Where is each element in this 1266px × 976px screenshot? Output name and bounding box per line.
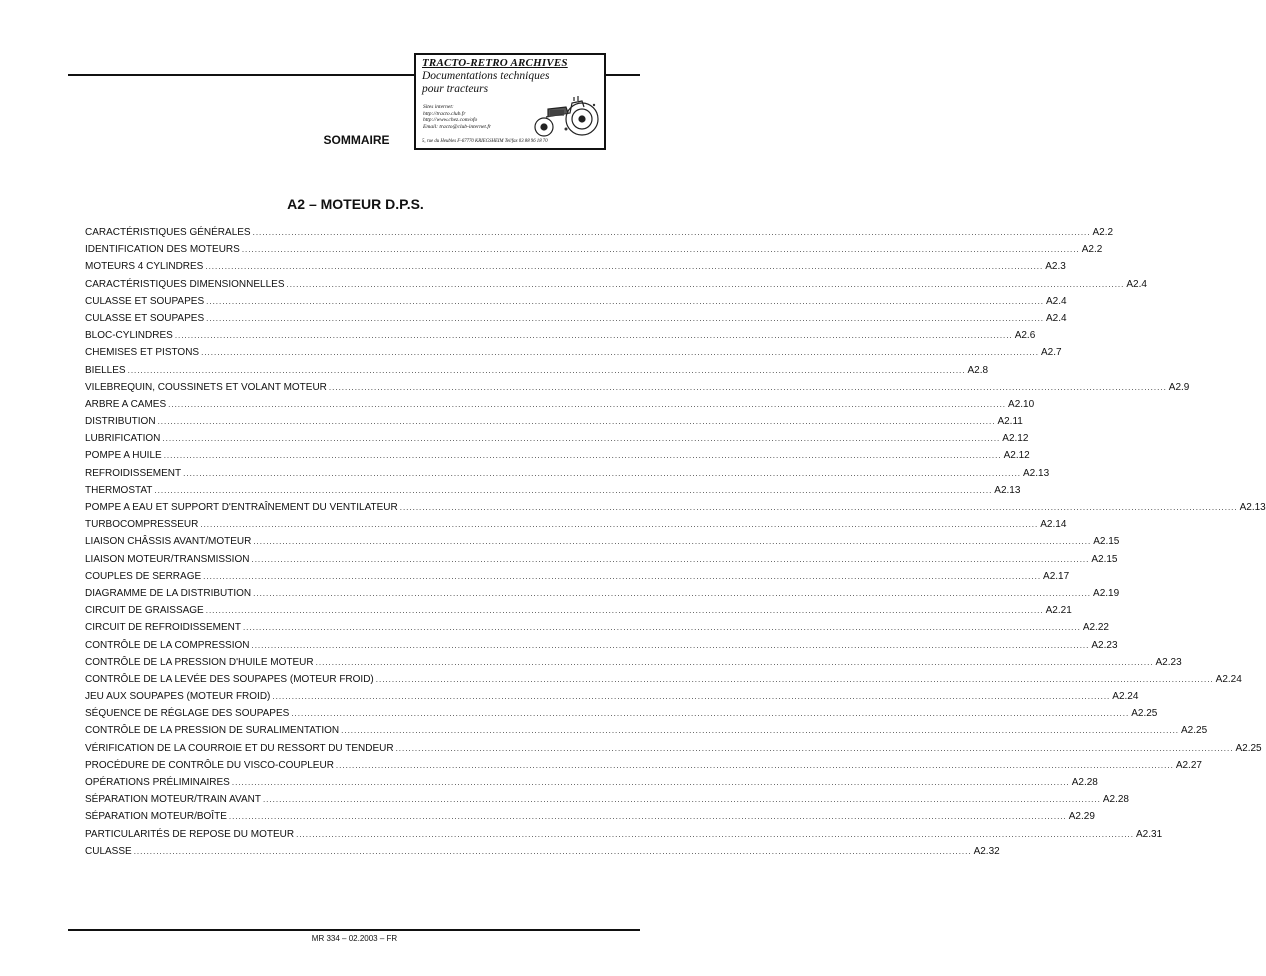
toc-entry-title: VÉRIFICATION DE LA COURROIE ET DU RESSORT DU TENDEUR [85, 742, 394, 754]
toc-entry-page: A2.24 [1215, 673, 1242, 685]
toc-leader-dots: .................................................................................................................................................................................................................................................................... [206, 296, 1045, 306]
toc-leader-dots: .................................................................................................................................................................................................................................................................... [399, 503, 1238, 512]
toc-entry-page: A2.13 [994, 484, 1021, 496]
toc-entry-title: IDENTIFICATION DES MOTEURS [85, 244, 240, 256]
toc-entry-page: A2.11 [997, 416, 1023, 428]
toc-entry-page: A2.25 [1131, 708, 1158, 720]
toc-entry-page: A2.2 [1081, 244, 1103, 256]
toc-entry-page: A2.4 [1126, 278, 1147, 290]
toc-leader-dots: .................................................................................................................................................................................................................................................................... [200, 520, 1039, 530]
toc-entry-page: A2.15 [1091, 553, 1118, 565]
toc-leader-dots: .................................................................................................................................................................................................................................................................... [183, 468, 1022, 478]
toc-entry [85, 845, 1000, 863]
toc-entry [85, 794, 1129, 811]
toc-entry-title: CARACTÉRISTIQUES DIMENSIONNELLES [85, 278, 285, 290]
toc-entry-page: A2.31 [1136, 828, 1163, 840]
toc-entry-title: CIRCUIT DE REFROIDISSEMENT [85, 622, 241, 634]
toc-entry [85, 467, 1050, 485]
toc-entry-page: A2.13 [1239, 502, 1266, 513]
toc-leader-dots: .................................................................................................................................................................................................................................................................... [127, 365, 966, 375]
toc-entry-page: A2.24 [1112, 691, 1139, 703]
toc-leader-dots: .................................................................................................................................................................................................................................................................... [251, 554, 1090, 564]
toc-entry-title: CULASSE ET SOUPAPES [85, 312, 205, 324]
stamp-contacts [423, 104, 491, 130]
toc-entry-page: A2.14 [1040, 519, 1067, 531]
toc-entry-title: TURBOCOMPRESSEUR [85, 519, 199, 531]
table-of-contents [85, 227, 1266, 863]
toc-entry [85, 381, 1190, 399]
toc-entry [85, 656, 1182, 674]
toc-entry [85, 295, 1067, 313]
toc-entry [85, 673, 1242, 691]
toc-entry [85, 484, 1021, 502]
toc-entry [85, 691, 1139, 708]
sommaire-heading: SOMMAIRE [323, 133, 390, 147]
toc-leader-dots: .................................................................................................................................................................................................................................................................... [286, 279, 1125, 289]
stamp-address: 5, rue du Heubles F-67770 KRIEGSHEIM Tel/fax 03 88 96 18 70 [422, 139, 548, 144]
toc-entry-page: A2.17 [1043, 570, 1070, 582]
stamp-subtitle-line2: pour tracteurs [422, 83, 489, 95]
toc-entry-title: DISTRIBUTION [85, 416, 156, 428]
toc-leader-dots: .................................................................................................................................................................................................................................................................... [252, 228, 1091, 237]
toc-entry [85, 347, 1062, 364]
footer-rule [68, 929, 640, 931]
toc-entry-title: POMPE A EAU ET SUPPORT D'ENTRAÎNEMENT DU VENTILATEUR [85, 502, 398, 513]
toc-entry [85, 278, 1147, 296]
toc-entry [85, 570, 1070, 588]
toc-entry [85, 261, 1066, 278]
toc-entry-title: LUBRIFICATION [85, 433, 161, 445]
toc-leader-dots: .................................................................................................................................................................................................................................................................... [206, 313, 1045, 323]
toc-entry [85, 398, 1035, 416]
toc-entry-page: A2.25 [1181, 725, 1208, 737]
toc-entry-page: A2.25 [1235, 742, 1262, 754]
toc-entry-title: LIAISON CHÂSSIS AVANT/MOTEUR [85, 536, 252, 548]
toc-entry-page: A2.13 [1023, 467, 1050, 479]
toc-leader-dots: .................................................................................................................................................................................................................................................................... [341, 726, 1180, 736]
toc-leader-dots: .................................................................................................................................................................................................................................................................... [291, 709, 1130, 719]
toc-entry [85, 330, 1036, 347]
toc-entry [85, 587, 1120, 605]
stamp-title: TRACTO-RETRO ARCHIVES [422, 57, 568, 69]
toc-entry [85, 708, 1158, 725]
toc-entry-title: CULASSE [85, 845, 132, 857]
toc-entry-page: A2.29 [1068, 811, 1095, 823]
toc-leader-dots: .................................................................................................................................................................................................................................................................... [231, 778, 1070, 787]
toc-entry [85, 244, 1103, 261]
toc-entry-page: A2.27 [1175, 759, 1202, 771]
toc-leader-dots: .................................................................................................................................................................................................................................................................... [262, 795, 1101, 805]
toc-entry [85, 553, 1118, 571]
toc-entry-title: SÉPARATION MOTEUR/TRAIN AVANT [85, 794, 261, 806]
stamp-subtitle [422, 70, 549, 96]
toc-entry [85, 777, 1098, 794]
toc-entry [85, 536, 1120, 553]
toc-entry-title: ARBRE A CAMES [85, 398, 167, 410]
toc-leader-dots: .................................................................................................................................................................................................................................................................... [154, 485, 993, 495]
toc-leader-dots: .................................................................................................................................................................................................................................................................... [205, 262, 1044, 272]
toc-entry [85, 312, 1067, 330]
toc-leader-dots: .................................................................................................................................................................................................................................................................... [203, 571, 1042, 581]
toc-entry-title: COUPLES DE SERRAGE [85, 570, 202, 582]
toc-entry-title: CARACTÉRISTIQUES GÉNÉRALES [85, 227, 251, 238]
toc-entry-title: PROCÉDURE DE CONTRÔLE DU VISCO-COUPLEUR [85, 759, 334, 771]
toc-leader-dots: .................................................................................................................................................................................................................................................................... [328, 382, 1167, 392]
toc-leader-dots: .................................................................................................................................................................................................................................................................... [228, 812, 1067, 822]
toc-entry-title: CHEMISES ET PISTONS [85, 347, 200, 359]
toc-entry-page: A2.22 [1082, 622, 1109, 634]
toc-entry [85, 725, 1208, 742]
stamp-subtitle-line1: Documentations techniques [422, 70, 550, 82]
toc-leader-dots: .................................................................................................................................................................................................................................................................... [201, 348, 1039, 358]
toc-entry-page: A2.32 [973, 845, 1000, 857]
toc-entry-page: A2.12 [1003, 450, 1030, 462]
toc-leader-dots: .................................................................................................................................................................................................................................................................... [133, 846, 972, 856]
toc-entry-page: A2.10 [1008, 398, 1035, 410]
toc-entry-title: SÉPARATION MOTEUR/BOÎTE [85, 811, 227, 823]
toc-entry-title: JEU AUX SOUPAPES (MOTEUR FROID) [85, 691, 271, 703]
toc-leader-dots: .................................................................................................................................................................................................................................................................... [174, 331, 1013, 341]
toc-entry-title: REFROIDISSEMENT [85, 467, 182, 479]
toc-leader-dots: .................................................................................................................................................................................................................................................................... [315, 657, 1154, 667]
toc-entry-title: OPÉRATIONS PRÉLIMINAIRES [85, 777, 230, 788]
stamp-sites-label: Sites internet: [423, 104, 454, 110]
toc-entry [85, 364, 989, 382]
toc-leader-dots: .................................................................................................................................................................................................................................................................... [395, 743, 1234, 753]
toc-entry-title: DIAGRAMME DE LA DISTRIBUTION [85, 587, 252, 599]
toc-leader-dots: .................................................................................................................................................................................................................................................................... [163, 451, 1002, 461]
toc-entry-title: POMPE A HUILE [85, 450, 162, 462]
toc-leader-dots: .................................................................................................................................................................................................................................................................... [157, 417, 996, 427]
stamp-email: Email: tracto@club-internet.fr [423, 123, 491, 130]
toc-entry [85, 622, 1109, 639]
toc-entry [85, 416, 1023, 433]
toc-entry-page: A2.3 [1045, 261, 1066, 273]
footer-reference: MR 334 – 02.2003 – FR [311, 934, 398, 943]
toc-entry [85, 639, 1118, 657]
toc-entry-title: CONTRÔLE DE LA COMPRESSION [85, 639, 250, 651]
toc-entry-page: A2.9 [1168, 381, 1190, 393]
toc-entry-page: A2.4 [1046, 312, 1067, 324]
toc-entry-title: VILEBREQUIN, COUSSINETS ET VOLANT MOTEUR [85, 381, 327, 393]
toc-entry [85, 759, 1202, 777]
toc-entry [85, 742, 1262, 760]
section-title: A2 – MOTEUR D.P.S. [287, 196, 424, 212]
toc-entry-title: PARTICULARITÉS DE REPOSE DU MOTEUR [85, 828, 295, 840]
toc-entry [85, 227, 1114, 244]
toc-entry-page: A2.28 [1071, 777, 1098, 788]
toc-leader-dots: .................................................................................................................................................................................................................................................................... [253, 588, 1092, 598]
toc-entry-page: A2.19 [1093, 587, 1120, 599]
toc-entry-title: CULASSE ET SOUPAPES [85, 295, 205, 307]
toc-leader-dots: .................................................................................................................................................................................................................................................................... [253, 537, 1092, 547]
toc-entry-page: A2.2 [1092, 227, 1114, 238]
toc-leader-dots: .................................................................................................................................................................................................................................................................... [205, 606, 1044, 616]
toc-leader-dots: .................................................................................................................................................................................................................................................................... [375, 674, 1214, 684]
toc-leader-dots: .................................................................................................................................................................................................................................................................... [296, 829, 1134, 839]
toc-entry-title: LIAISON MOTEUR/TRANSMISSION [85, 553, 250, 565]
toc-leader-dots: .................................................................................................................................................................................................................................................................... [242, 623, 1081, 633]
toc-entry-page: A2.23 [1155, 656, 1182, 668]
toc-entry-page: A2.28 [1102, 794, 1129, 806]
toc-entry-page: A2.7 [1041, 347, 1062, 359]
toc-entry-page: A2.21 [1045, 605, 1072, 617]
toc-entry-page: A2.8 [967, 364, 989, 376]
toc-leader-dots: .................................................................................................................................................................................................................................................................... [251, 640, 1090, 650]
stamp-site-2: http://www.chez.com/ofo [423, 117, 478, 123]
toc-entry-page: A2.12 [1002, 433, 1029, 445]
toc-leader-dots: .................................................................................................................................................................................................................................................................... [335, 760, 1174, 770]
toc-entry-title: THERMOSTAT [85, 484, 153, 496]
toc-entry-page: A2.23 [1091, 639, 1118, 651]
toc-entry-page: A2.4 [1046, 295, 1067, 307]
toc-leader-dots: .................................................................................................................................................................................................................................................................... [168, 399, 1007, 409]
toc-entry-title: BLOC-CYLINDRES [85, 330, 173, 342]
toc-entry-title: MOTEURS 4 CYLINDRES [85, 261, 204, 273]
toc-entry-page: A2.6 [1014, 330, 1036, 342]
toc-entry [85, 828, 1163, 846]
toc-entry [85, 519, 1067, 536]
toc-entry [85, 433, 1029, 450]
toc-entry-title: CONTRÔLE DE LA PRESSION D'HUILE MOTEUR [85, 656, 314, 668]
toc-entry [85, 605, 1072, 622]
toc-entry-title: BIELLES [85, 364, 126, 376]
toc-entry-title: CONTRÔLE DE LA PRESSION DE SURALIMENTATION [85, 725, 340, 737]
toc-entry-title: SÉQUENCE DE RÉGLAGE DES SOUPAPES [85, 708, 290, 720]
toc-entry-title: CIRCUIT DE GRAISSAGE [85, 605, 204, 617]
toc-entry [85, 811, 1095, 828]
toc-leader-dots: .................................................................................................................................................................................................................................................................... [162, 434, 1001, 444]
toc-entry [85, 502, 1266, 519]
stamp-site-1: http://tracto.club.fr [423, 110, 466, 117]
toc-entry-page: A2.15 [1093, 536, 1120, 548]
toc-entry-title: CONTRÔLE DE LA LEVÉE DES SOUPAPES (MOTEUR FROID) [85, 673, 374, 685]
toc-leader-dots: .................................................................................................................................................................................................................................................................... [241, 245, 1080, 255]
toc-entry [85, 450, 1030, 467]
toc-leader-dots: .................................................................................................................................................................................................................................................................... [272, 692, 1111, 702]
